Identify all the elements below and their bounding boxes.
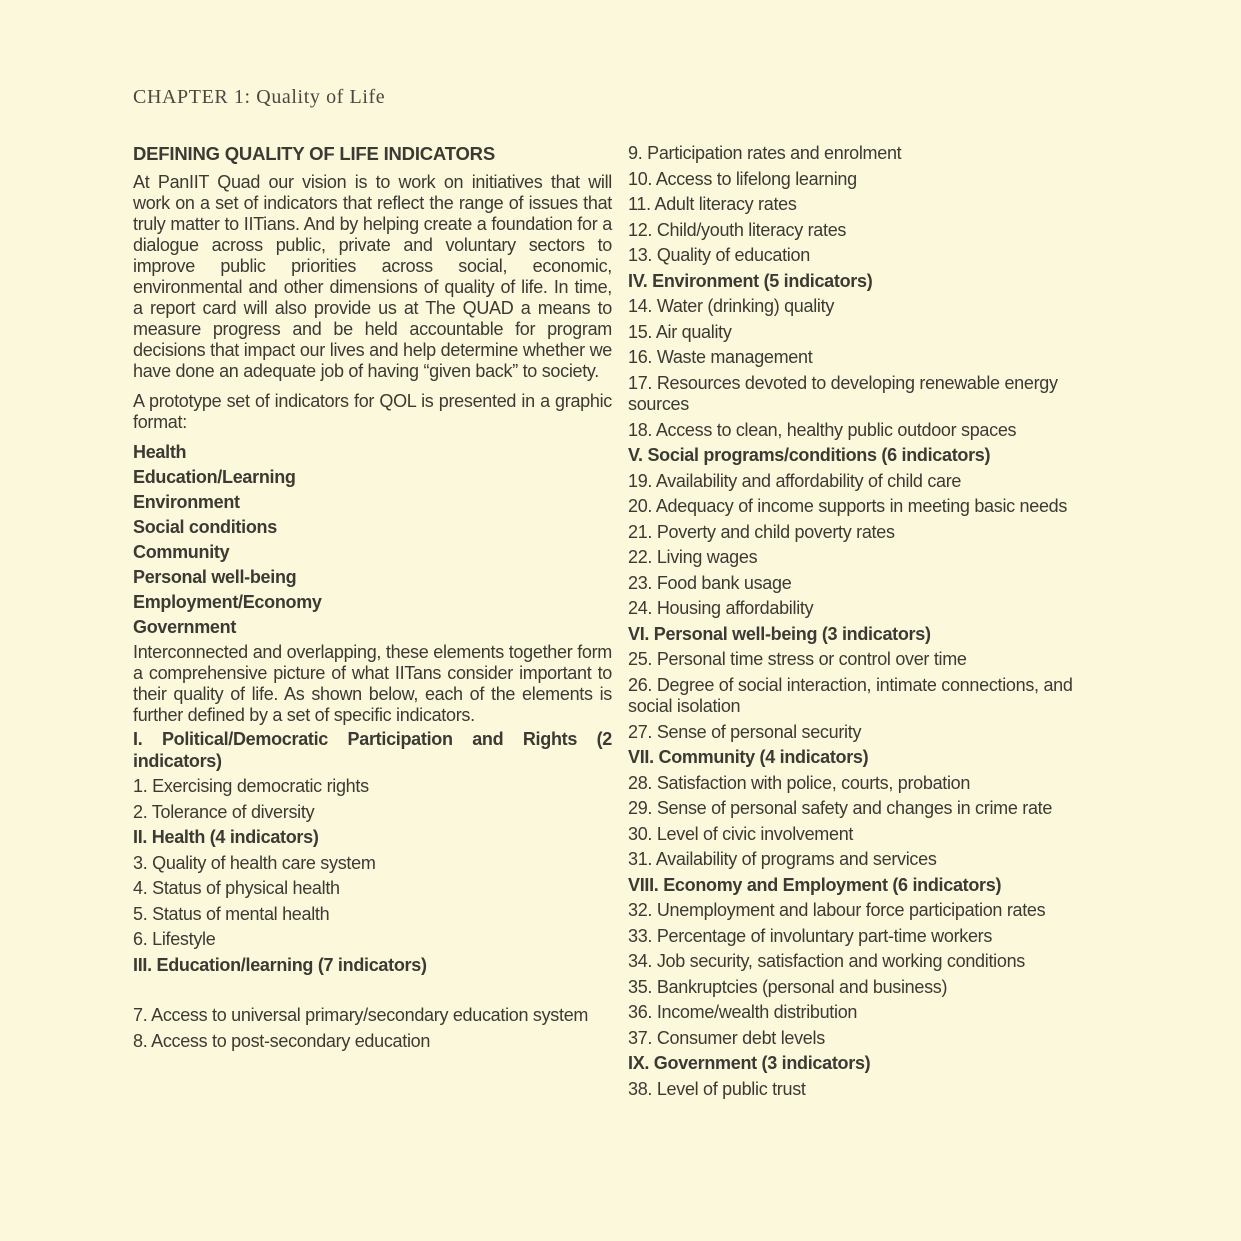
indicator-item: 28. Satisfaction with police, courts, probation xyxy=(628,772,971,793)
indicator-section-subheading: III. Education/learning (7 indicators) xyxy=(133,954,427,975)
indicator-item: 17. Resources devoted to developing renewable energy sources xyxy=(628,372,1058,414)
indicator-item: 25. Personal time stress or control over time xyxy=(628,649,967,669)
indicator-item: 11. Adult literacy rates xyxy=(628,194,797,214)
indicator-item: 31. Availability of programs and services xyxy=(628,849,937,869)
indicator-item: 35. Bankruptcies (personal and business) xyxy=(628,976,948,997)
qol-element: Personal well-being xyxy=(133,567,297,587)
qol-element: Employment/Economy xyxy=(133,592,322,612)
indicator-item: 24. Housing affordability xyxy=(628,598,814,618)
indicator-item: 36. Income/wealth distribution xyxy=(628,1002,858,1022)
left-column xyxy=(133,143,612,1104)
indicator-section-subheading: II. Health (4 indicators) xyxy=(133,827,319,847)
indicator-item: 9. Participation rates and enrolment xyxy=(628,143,902,163)
indicator-item: 7. Access to universal primary/secondary education system xyxy=(133,1005,589,1025)
indicator-item: 2. Tolerance of diversity xyxy=(133,801,315,822)
right-indicator-blocks xyxy=(628,143,1107,1100)
indicator-item: 5. Status of mental health xyxy=(133,903,330,924)
indicator-item: 16. Waste management xyxy=(628,347,813,367)
indicator-section-subheading: VII. Community (4 indicators) xyxy=(628,747,869,767)
indicator-section-subheading: VI. Personal well-being (3 indicators) xyxy=(628,623,931,644)
qol-elements-list xyxy=(133,442,612,638)
indicator-item: 8. Access to post-secondary education xyxy=(133,1030,431,1051)
indicator-item: 13. Quality of education xyxy=(628,245,810,265)
qol-element: Health xyxy=(133,442,187,462)
qol-element: Education/Learning xyxy=(133,467,296,487)
indicator-item: 1. Exercising democratic rights xyxy=(133,776,369,796)
indicator-item: 34. Job security, satisfaction and working conditions xyxy=(628,951,1025,971)
indicator-item: 23. Food bank usage xyxy=(628,572,792,593)
indicator-item: 27. Sense of personal security xyxy=(628,721,862,742)
chapter-header: CHAPTER 1: Quality of Life xyxy=(133,86,386,108)
indicator-item: 3. Quality of health care system xyxy=(133,852,376,873)
indicator-item: 32. Unemployment and labour force participation rates xyxy=(628,900,1046,920)
indicator-item: 30. Level of civic involvement xyxy=(628,823,854,844)
prototype-paragraph: A prototype set of indicators for QOL is presented in a graphic format: xyxy=(133,391,612,432)
indicator-item: 26. Degree of social interaction, intimate connections, and social isolation xyxy=(628,674,1073,716)
indicator-item: 6. Lifestyle xyxy=(133,929,216,949)
indicator-section-subheading: V. Social programs/conditions (6 indicators) xyxy=(628,445,991,465)
indicator-item: 29. Sense of personal safety and changes in crime rate xyxy=(628,798,1053,818)
right-column xyxy=(628,143,1107,1104)
qol-element: Social conditions xyxy=(133,517,277,537)
indicator-item: 33. Percentage of involuntary part-time workers xyxy=(628,925,993,946)
indicator-item: 18. Access to clean, healthy public outdoor spaces xyxy=(628,419,1017,440)
qol-element: Government xyxy=(133,617,237,637)
interconnected-paragraph: Interconnected and overlapping, these elements together form a comprehensive picture of what IITans consider important to their quality of life. As shown below, each of the elements is further defined by a set of specific indicators. xyxy=(133,642,612,725)
left-indicator-blocks xyxy=(133,729,612,1052)
indicator-section-subheading: IX. Government (3 indicators) xyxy=(628,1053,871,1073)
indicator-item: 15. Air quality xyxy=(628,321,732,342)
indicator-section-subheading: VIII. Economy and Employment (6 indicators) xyxy=(628,874,1002,895)
qol-element: Environment xyxy=(133,492,240,512)
intro-paragraph: At PanIIT Quad our vision is to work on initiatives that will work on a set of indicators that reflect the range of issues that truly matter to IITians. And by helping create a foundation for a dialogue across public, private and voluntary sectors to improve public priorities across social, economic, environmental and other dimensions of quality of life. In time, a report card will also provide us at The QUAD a means to measure progress and be held accountable for program decisions that impact our lives and help determine whether we have done an adequate job of having “given back” to society. xyxy=(133,172,612,381)
indicator-item: 12. Child/youth literacy rates xyxy=(628,219,847,240)
indicator-item: 38. Level of public trust xyxy=(628,1078,806,1099)
indicator-section-subheading: I. Political/Democratic Participation and Rights (2 indicators) xyxy=(133,729,612,771)
indicator-item: 10. Access to lifelong learning xyxy=(628,168,857,189)
indicator-section-subheading: IV. Environment (5 indicators) xyxy=(628,270,873,291)
section-heading: DEFINING QUALITY OF LIFE INDICATORS xyxy=(133,143,495,164)
indicator-item: 37. Consumer debt levels xyxy=(628,1027,825,1048)
qol-element: Community xyxy=(133,542,230,562)
indicator-item: 14. Water (drinking) quality xyxy=(628,296,835,316)
indicator-item: 19. Availability and affordability of child care xyxy=(628,470,962,491)
indicator-item: 22. Living wages xyxy=(628,547,758,567)
indicator-item: 20. Adequacy of income supports in meeting basic needs xyxy=(628,496,1068,516)
indicator-item: 4. Status of physical health xyxy=(133,878,340,898)
indicator-item: 21. Poverty and child poverty rates xyxy=(628,521,895,542)
two-column-layout xyxy=(133,143,1108,1104)
